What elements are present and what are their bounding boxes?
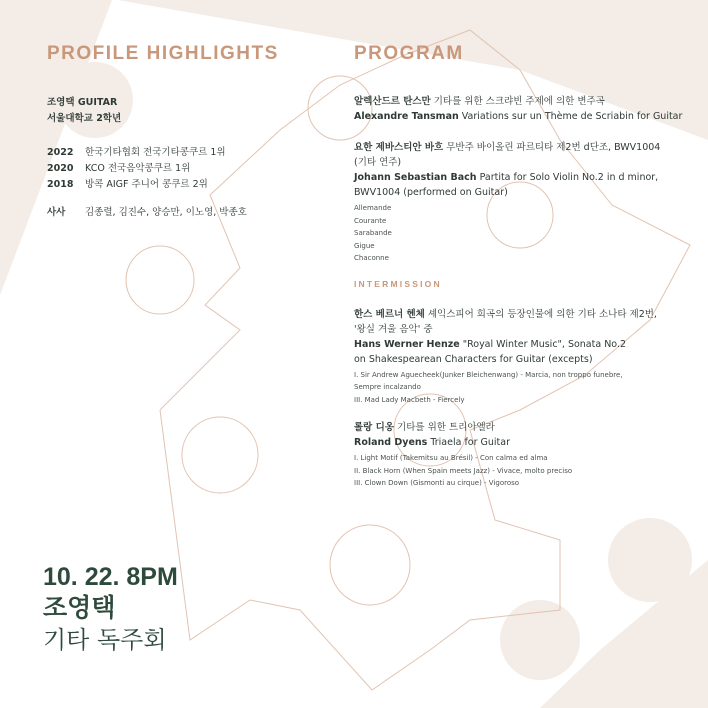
english-title: Triaela for Guitar xyxy=(427,437,511,448)
korean-composer: 한스 베르너 헨체 xyxy=(354,308,425,320)
korean-title-cont: '왕실 겨울 음악' 중 xyxy=(354,323,433,335)
english-composer: Hans Werner Henze xyxy=(354,338,460,350)
english-title-cont: BWV1004 (performed on Guitar) xyxy=(354,187,508,198)
event-block xyxy=(43,562,178,656)
award-item xyxy=(47,145,307,161)
korean-composer: 요한 제바스티안 바흐 xyxy=(354,142,444,153)
profile-heading: PROFILE HIGHLIGHTS xyxy=(47,43,279,64)
awards-list xyxy=(47,145,307,193)
event-title: 기타 독주회 xyxy=(43,626,167,654)
korean-title-cont: (기타 연주) xyxy=(354,157,402,168)
korean-title: 셰익스피어 희곡의 등장인물에 의한 기타 소나타 제2번, xyxy=(424,308,657,320)
movement: II. Black Horn (When Spain meets Jazz) - Vivace, molto preciso xyxy=(354,466,573,475)
movement: Sarabande xyxy=(354,229,392,237)
performer-line: 조영택 GUITAR xyxy=(47,97,118,108)
english-title: Partita for Solo Violin No.2 in d minor, xyxy=(476,172,659,183)
program-piece-henze xyxy=(354,307,694,407)
event-date: 10. 22. 8PM xyxy=(43,563,178,591)
english-composer: Roland Dyens xyxy=(354,437,428,448)
award-year: 2020 xyxy=(47,163,74,174)
award-year: 2022 xyxy=(47,147,74,158)
award-text: 방콕 AIGF 주니어 콩쿠르 2위 xyxy=(85,179,208,190)
program-piece-dyens xyxy=(354,420,694,490)
program-section xyxy=(354,43,694,506)
english-title-cont: on Shakespearean Characters for Guitar (excepts) xyxy=(354,353,593,365)
school-line: 서울대학교 2학년 xyxy=(47,113,122,124)
award-text: KCO 전국음악콩쿠르 1위 xyxy=(85,163,191,174)
korean-title: 무반주 바이올린 파르티타 제2번 d단조, BWV1004 xyxy=(443,142,661,153)
program-piece-tansman xyxy=(354,94,694,124)
movement: III. Mad Lady Macbeth - Fiercely xyxy=(354,395,465,404)
english-composer: Alexandre Tansman xyxy=(354,111,459,122)
intermission-label: INTERMISSION xyxy=(354,278,442,289)
movement: I. Sir Andrew Aguecheek(Junker Bleichenwang) - Marcia, non troppo funebre, xyxy=(354,370,623,379)
english-title: "Royal Winter Music", Sonata No.2 xyxy=(459,338,627,350)
outline-circle xyxy=(330,525,410,605)
outline-circle xyxy=(126,246,194,314)
award-item xyxy=(47,177,307,193)
deco-circle xyxy=(608,518,692,602)
movement: I. Light Motif (Takemitsu au Brésil) - Con calma ed alma xyxy=(354,454,548,462)
outline-circle xyxy=(182,417,258,493)
movement: Allemande xyxy=(354,204,392,212)
movement: Chaconne xyxy=(354,254,389,262)
teachers-list: 김종렬, 김진수, 양승만, 이노영, 박종호 xyxy=(85,207,247,218)
award-item xyxy=(47,161,307,177)
teachers-label: 사사 xyxy=(47,207,66,218)
movement: Gigue xyxy=(354,241,375,250)
movement: III. Clown Down (Gismonti au cirque) - Vigoroso xyxy=(354,479,520,487)
award-text: 한국기타협회 전국기타콩쿠르 1위 xyxy=(85,147,226,158)
korean-title: 기타를 위한 트리아엘라 xyxy=(394,422,495,433)
korean-title: 기타를 위한 스크랴빈 주제에 의한 변주곡 xyxy=(430,96,605,107)
korean-composer: 롤랑 디옹 xyxy=(354,422,395,433)
english-title: Variations sur un Thème de Scriabin for Guitar xyxy=(458,111,683,122)
event-performer: 조영택 xyxy=(43,594,116,622)
award-year: 2018 xyxy=(47,179,74,190)
teachers-row xyxy=(47,205,307,221)
movement: Sempre incalzando xyxy=(354,383,421,391)
english-composer: Johann Sebastian Bach xyxy=(354,172,477,183)
program-heading: PROGRAM xyxy=(354,43,464,64)
program-piece-bach xyxy=(354,140,694,265)
profile-section xyxy=(47,43,307,221)
movement: Courante xyxy=(354,216,387,225)
korean-composer: 알렉산드르 탄스만 xyxy=(354,96,431,107)
